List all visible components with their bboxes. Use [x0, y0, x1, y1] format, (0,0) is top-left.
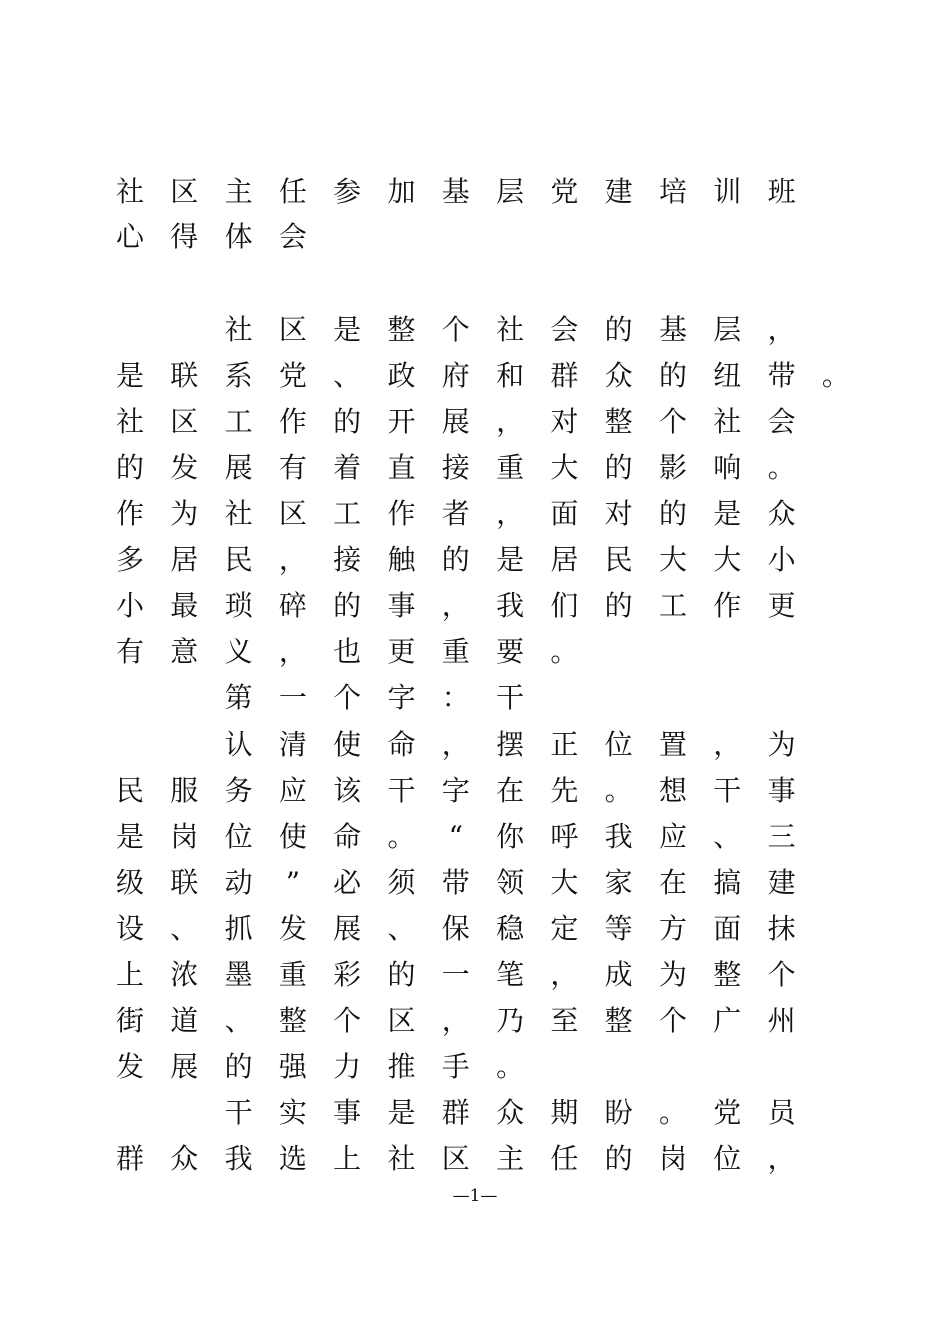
text-glyph: 三 — [767, 820, 796, 853]
text-glyph: 众 — [170, 1142, 199, 1175]
text-glyph: 位 — [713, 1142, 742, 1175]
text-glyph: 区 — [278, 497, 307, 530]
body-paragraph-1-line — [0, 1001, 950, 1047]
text-glyph: 实 — [278, 1096, 307, 1129]
text-glyph: 。 — [767, 451, 796, 484]
text-glyph: ， — [550, 958, 579, 991]
text-glyph: 触 — [387, 543, 416, 576]
text-glyph: 和 — [496, 359, 525, 392]
text-glyph: 个 — [333, 681, 362, 714]
text-glyph: 手 — [441, 1050, 470, 1083]
text-glyph: 保 — [441, 912, 470, 945]
text-glyph: 上 — [115, 958, 144, 991]
text-glyph: 群 — [550, 359, 579, 392]
text-glyph: 整 — [278, 1004, 307, 1037]
text-glyph: ： — [441, 681, 470, 714]
text-glyph: 区 — [278, 313, 307, 346]
text-glyph: 方 — [658, 912, 687, 945]
text-glyph: 等 — [604, 912, 633, 945]
text-glyph: 命 — [387, 728, 416, 761]
text-glyph: 第 — [224, 681, 253, 714]
document-title-line — [0, 217, 950, 263]
text-glyph: 应 — [278, 774, 307, 807]
text-glyph: 你 — [496, 820, 525, 853]
text-glyph: ” — [285, 866, 301, 899]
text-glyph: 大 — [550, 866, 579, 899]
text-glyph: 级 — [115, 866, 144, 899]
text-glyph: 社 — [224, 497, 253, 530]
text-glyph: 影 — [658, 451, 687, 484]
intro-paragraph-line — [0, 586, 950, 632]
text-glyph: 重 — [441, 635, 470, 668]
text-glyph: 整 — [604, 1004, 633, 1037]
text-glyph: 区 — [170, 175, 199, 208]
text-glyph: 面 — [713, 912, 742, 945]
text-glyph: 众 — [604, 359, 633, 392]
text-glyph: 、 — [387, 912, 416, 945]
intro-paragraph-line — [0, 632, 950, 678]
text-glyph: 抹 — [767, 912, 796, 945]
text-glyph: 设 — [115, 912, 144, 945]
text-glyph: ， — [496, 405, 525, 438]
text-glyph: 领 — [496, 866, 525, 899]
text-glyph: 的 — [387, 958, 416, 991]
text-glyph: 在 — [496, 774, 525, 807]
text-glyph: 重 — [496, 451, 525, 484]
text-glyph: 是 — [387, 1096, 416, 1129]
intro-paragraph-line — [0, 540, 950, 586]
text-glyph: 务 — [224, 774, 253, 807]
text-glyph: 社 — [713, 405, 742, 438]
text-glyph: 先 — [550, 774, 579, 807]
text-glyph: ， — [278, 635, 307, 668]
text-glyph: 建 — [604, 175, 633, 208]
text-glyph: ， — [441, 1004, 470, 1037]
text-glyph: 接 — [333, 543, 362, 576]
text-glyph: 的 — [115, 451, 144, 484]
text-glyph: 展 — [441, 405, 470, 438]
text-glyph: 主 — [496, 1142, 525, 1175]
text-glyph: 开 — [387, 405, 416, 438]
text-glyph: 带 — [441, 866, 470, 899]
text-glyph: 党 — [550, 175, 579, 208]
section-heading-line — [0, 678, 950, 724]
text-glyph: 建 — [767, 866, 796, 899]
text-glyph: 会 — [278, 220, 307, 253]
text-glyph: 政 — [387, 359, 416, 392]
document-title-line — [0, 172, 950, 218]
text-glyph: 直 — [387, 451, 416, 484]
text-glyph: 我 — [496, 589, 525, 622]
text-glyph: 多 — [115, 543, 144, 576]
text-glyph: 小 — [115, 589, 144, 622]
text-glyph: 摆 — [496, 728, 525, 761]
text-glyph: 群 — [115, 1142, 144, 1175]
text-glyph: 。 — [821, 359, 850, 392]
text-glyph: 对 — [604, 497, 633, 530]
text-glyph: 为 — [658, 958, 687, 991]
text-glyph: 位 — [604, 728, 633, 761]
text-glyph: 的 — [441, 543, 470, 576]
text-glyph: 班 — [767, 175, 796, 208]
text-glyph: 大 — [713, 543, 742, 576]
text-glyph: 干 — [224, 1096, 253, 1129]
text-glyph: 展 — [170, 1050, 199, 1083]
text-glyph: 个 — [658, 405, 687, 438]
text-glyph: 、 — [224, 1004, 253, 1037]
text-glyph: 们 — [550, 589, 579, 622]
intro-paragraph-line — [0, 494, 950, 540]
text-glyph: 系 — [224, 359, 253, 392]
text-glyph: 发 — [170, 451, 199, 484]
text-glyph: 作 — [713, 589, 742, 622]
text-glyph: 在 — [658, 866, 687, 899]
text-glyph: 基 — [441, 175, 470, 208]
text-glyph: 墨 — [224, 958, 253, 991]
text-glyph: 一 — [278, 681, 307, 714]
text-glyph: 的 — [604, 313, 633, 346]
text-glyph: 服 — [170, 774, 199, 807]
text-glyph: 有 — [115, 635, 144, 668]
text-glyph: 体 — [224, 220, 253, 253]
text-glyph: 区 — [441, 1142, 470, 1175]
text-glyph: 党 — [713, 1096, 742, 1129]
text-glyph: 使 — [333, 728, 362, 761]
text-glyph: 整 — [604, 405, 633, 438]
text-glyph: 得 — [170, 220, 199, 253]
text-glyph: 岗 — [658, 1142, 687, 1175]
text-glyph: 众 — [767, 497, 796, 530]
text-glyph: ， — [767, 1142, 796, 1175]
text-glyph: 是 — [115, 820, 144, 853]
text-glyph: 的 — [224, 1050, 253, 1083]
text-glyph: 的 — [604, 451, 633, 484]
text-glyph: 事 — [767, 774, 796, 807]
text-glyph: 层 — [713, 313, 742, 346]
text-glyph: 的 — [658, 359, 687, 392]
text-glyph: 者 — [441, 497, 470, 530]
text-glyph: 的 — [333, 589, 362, 622]
text-glyph: 区 — [170, 405, 199, 438]
body-paragraph-1-line — [0, 955, 950, 1001]
text-glyph: 干 — [387, 774, 416, 807]
text-glyph: 工 — [333, 497, 362, 530]
text-glyph: ， — [767, 313, 796, 346]
text-glyph: 社 — [496, 313, 525, 346]
text-glyph: 更 — [767, 589, 796, 622]
text-glyph: 个 — [333, 1004, 362, 1037]
text-glyph: 。 — [550, 635, 579, 668]
text-glyph: ， — [278, 543, 307, 576]
text-glyph: 笔 — [496, 958, 525, 991]
text-glyph: 有 — [278, 451, 307, 484]
text-glyph: 、 — [713, 820, 742, 853]
text-glyph: 是 — [115, 359, 144, 392]
text-glyph: 员 — [767, 1096, 796, 1129]
text-glyph: 发 — [278, 912, 307, 945]
text-glyph: 民 — [224, 543, 253, 576]
text-glyph: 层 — [496, 175, 525, 208]
text-glyph: 展 — [224, 451, 253, 484]
text-glyph: 更 — [387, 635, 416, 668]
text-glyph: 该 — [333, 774, 362, 807]
text-glyph: 事 — [387, 589, 416, 622]
text-glyph: 动 — [224, 866, 253, 899]
text-glyph: 选 — [278, 1142, 307, 1175]
text-glyph: 须 — [387, 866, 416, 899]
text-glyph: 盼 — [604, 1096, 633, 1129]
text-glyph: 居 — [550, 543, 579, 576]
text-glyph: 稳 — [496, 912, 525, 945]
text-glyph: 碎 — [278, 589, 307, 622]
text-glyph: 众 — [496, 1096, 525, 1129]
text-glyph: 居 — [170, 543, 199, 576]
body-paragraph-2-line — [0, 1093, 950, 1139]
text-glyph: 社 — [387, 1142, 416, 1175]
text-glyph: 琐 — [224, 589, 253, 622]
text-glyph: 认 — [224, 728, 253, 761]
text-glyph: 成 — [604, 958, 633, 991]
text-glyph: 发 — [115, 1050, 144, 1083]
intro-paragraph-line — [0, 310, 950, 356]
text-glyph: 群 — [441, 1096, 470, 1129]
text-glyph: 纽 — [713, 359, 742, 392]
text-glyph: 要 — [496, 635, 525, 668]
text-glyph: 加 — [387, 175, 416, 208]
body-paragraph-1-line — [0, 909, 950, 955]
text-glyph: 广 — [713, 1004, 742, 1037]
text-glyph: 强 — [278, 1050, 307, 1083]
text-glyph: 展 — [333, 912, 362, 945]
text-glyph: 党 — [278, 359, 307, 392]
text-glyph: 的 — [604, 589, 633, 622]
page-number: —1— — [452, 1186, 498, 1206]
text-glyph: 想 — [658, 774, 687, 807]
text-glyph: 会 — [767, 405, 796, 438]
text-glyph: 清 — [278, 728, 307, 761]
text-glyph: 心 — [115, 220, 144, 253]
text-glyph: 。 — [387, 820, 416, 853]
text-glyph: 干 — [713, 774, 742, 807]
text-glyph: 位 — [224, 820, 253, 853]
text-glyph: 社 — [115, 405, 144, 438]
text-glyph: 我 — [604, 820, 633, 853]
text-glyph: 浓 — [170, 958, 199, 991]
text-glyph: 为 — [767, 728, 796, 761]
body-paragraph-1-line — [0, 1047, 950, 1093]
text-glyph: 的 — [604, 1142, 633, 1175]
text-glyph: 社 — [115, 175, 144, 208]
text-glyph: 民 — [115, 774, 144, 807]
text-glyph: 为 — [170, 497, 199, 530]
text-glyph: 上 — [333, 1142, 362, 1175]
text-glyph: 会 — [550, 313, 579, 346]
intro-paragraph-line — [0, 448, 950, 494]
text-glyph: 工 — [658, 589, 687, 622]
text-glyph: 是 — [713, 497, 742, 530]
text-glyph: 字 — [441, 774, 470, 807]
text-glyph: 任 — [278, 175, 307, 208]
text-glyph: 联 — [170, 359, 199, 392]
text-glyph: 一 — [441, 958, 470, 991]
text-glyph: 使 — [278, 820, 307, 853]
text-glyph: 应 — [658, 820, 687, 853]
body-paragraph-1-line — [0, 863, 950, 909]
text-glyph: 任 — [550, 1142, 579, 1175]
intro-paragraph-line — [0, 356, 950, 402]
text-glyph: 的 — [658, 497, 687, 530]
text-glyph: 家 — [604, 866, 633, 899]
text-glyph: 正 — [550, 728, 579, 761]
text-glyph: 整 — [387, 313, 416, 346]
text-glyph: 面 — [550, 497, 579, 530]
text-glyph: “ — [448, 820, 463, 853]
text-glyph: 州 — [767, 1004, 796, 1037]
text-glyph: 作 — [278, 405, 307, 438]
text-glyph: 作 — [115, 497, 144, 530]
body-paragraph-1-line — [0, 817, 950, 863]
text-glyph: 。 — [658, 1096, 687, 1129]
text-glyph: 。 — [496, 1050, 525, 1083]
text-glyph: 字 — [387, 681, 416, 714]
text-glyph: 着 — [333, 451, 362, 484]
text-glyph: 接 — [441, 451, 470, 484]
text-glyph: 彩 — [333, 958, 362, 991]
text-glyph: 、 — [333, 359, 362, 392]
text-glyph: 小 — [767, 543, 796, 576]
text-glyph: 必 — [333, 866, 362, 899]
text-glyph: 最 — [170, 589, 199, 622]
text-glyph: 命 — [333, 820, 362, 853]
text-glyph: 区 — [387, 1004, 416, 1037]
body-paragraph-1-line — [0, 725, 950, 771]
text-glyph: 的 — [333, 405, 362, 438]
text-glyph: 至 — [550, 1004, 579, 1037]
text-glyph: 带 — [767, 359, 796, 392]
text-glyph: 联 — [170, 866, 199, 899]
text-glyph: 对 — [550, 405, 579, 438]
text-glyph: 街 — [115, 1004, 144, 1037]
text-glyph: 主 — [224, 175, 253, 208]
text-glyph: 乃 — [496, 1004, 525, 1037]
text-glyph: 抓 — [224, 912, 253, 945]
text-glyph: 个 — [767, 958, 796, 991]
text-glyph: 我 — [224, 1142, 253, 1175]
text-glyph: ， — [496, 497, 525, 530]
text-glyph: 民 — [604, 543, 633, 576]
text-glyph: 基 — [658, 313, 687, 346]
text-glyph: 个 — [441, 313, 470, 346]
text-glyph: 力 — [333, 1050, 362, 1083]
text-glyph: 、 — [170, 912, 199, 945]
text-glyph: 推 — [387, 1050, 416, 1083]
text-glyph: 干 — [496, 681, 525, 714]
text-glyph: 道 — [170, 1004, 199, 1037]
text-glyph: 重 — [278, 958, 307, 991]
intro-paragraph-line — [0, 402, 950, 448]
text-glyph: 。 — [604, 774, 633, 807]
text-glyph: 大 — [550, 451, 579, 484]
text-glyph: 也 — [333, 635, 362, 668]
text-glyph: 期 — [550, 1096, 579, 1129]
text-glyph: 社 — [224, 313, 253, 346]
text-glyph: 培 — [658, 175, 687, 208]
text-glyph: ， — [713, 728, 742, 761]
text-glyph: 参 — [333, 175, 362, 208]
text-glyph: 置 — [658, 728, 687, 761]
text-glyph: 大 — [658, 543, 687, 576]
body-paragraph-2-line — [0, 1139, 950, 1185]
text-glyph: ， — [441, 728, 470, 761]
text-glyph: 响 — [713, 451, 742, 484]
text-glyph: 定 — [550, 912, 579, 945]
text-glyph: 是 — [496, 543, 525, 576]
text-glyph: 整 — [713, 958, 742, 991]
text-glyph: 义 — [224, 635, 253, 668]
text-glyph: 意 — [170, 635, 199, 668]
text-glyph: 工 — [224, 405, 253, 438]
text-glyph: 个 — [658, 1004, 687, 1037]
text-glyph: 呼 — [550, 820, 579, 853]
text-glyph: 事 — [333, 1096, 362, 1129]
text-glyph: 是 — [333, 313, 362, 346]
text-glyph: 岗 — [170, 820, 199, 853]
text-glyph: 府 — [441, 359, 470, 392]
body-paragraph-1-line — [0, 771, 950, 817]
text-glyph: 搞 — [713, 866, 742, 899]
text-glyph: 训 — [713, 175, 742, 208]
text-glyph: 作 — [387, 497, 416, 530]
text-glyph: ， — [441, 589, 470, 622]
